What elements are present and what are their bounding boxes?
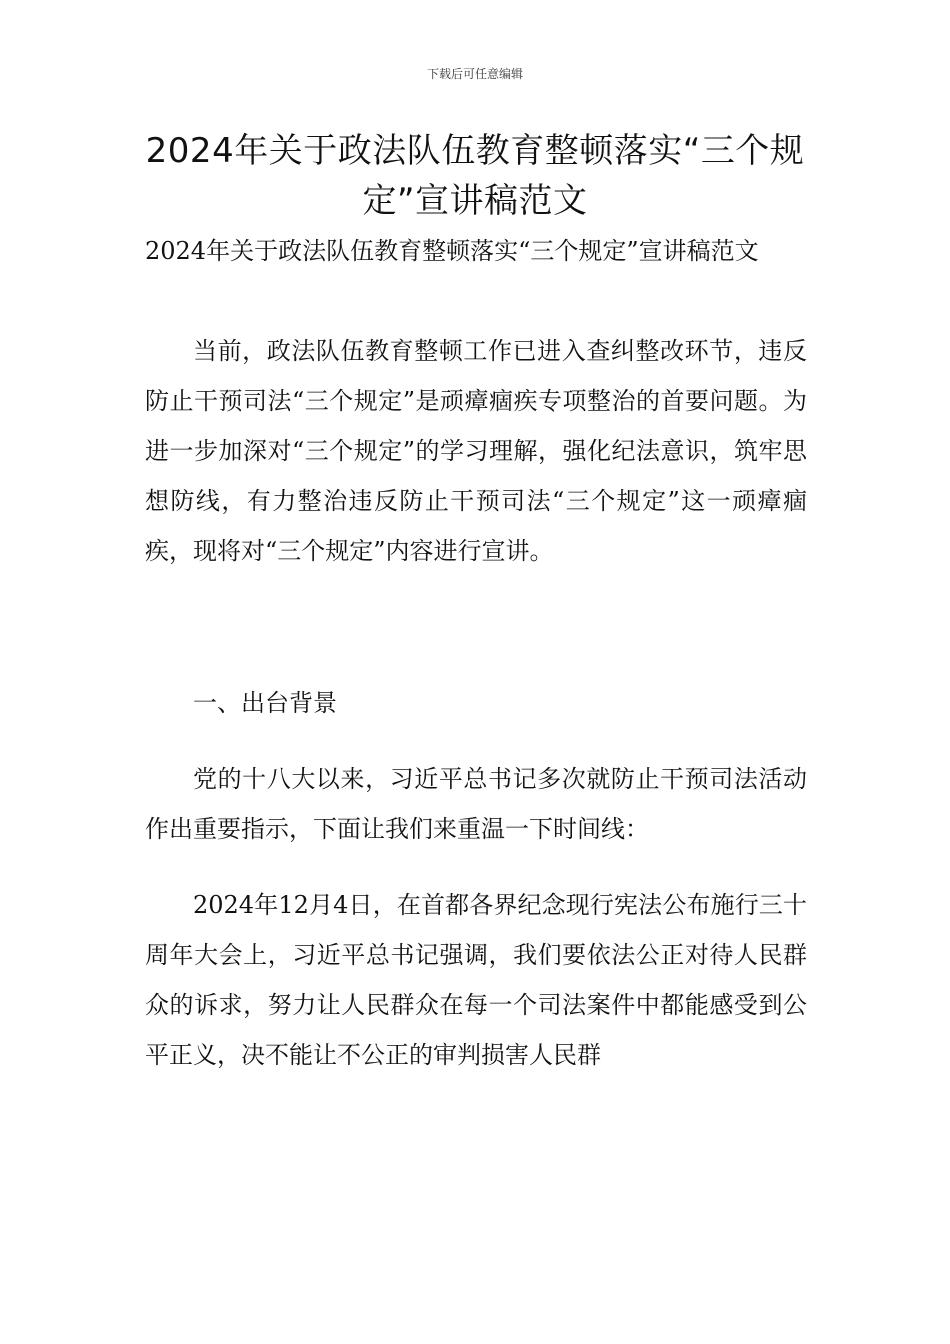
paragraph-intro: 当前，政法队伍教育整顿工作已进入查纠整改环节，违反防止干预司法“三个规定”是顽瘴痼疾专项整治的首要问题。为进一步加深对“三个规定”的学习理解，强化纪法意识，筑牢思想防线，有力整治违反防止干预司法“三个规定”这一顽瘴痼疾，现将对“三个规定”内容进行宣讲。 bbox=[145, 337, 807, 565]
section-heading-background: 一、出台背景 bbox=[193, 689, 337, 717]
paragraph-background: 党的十八大以来，习近平总书记多次就防止干预司法活动作出重要指示，下面让我们来重温一下时间线： bbox=[145, 765, 807, 843]
paragraph-timeline-2024: 2024年12月4日，在首都各界纪念现行宪法公布施行三十周年大会上，习近平总书记强调，我们要依法公正对待人民群众的诉求，努力让人民群众在每一个司法案件中都能感受到公平正义，决不能让不公正的审判损害人民群 bbox=[145, 891, 807, 1069]
document-body bbox=[145, 226, 807, 1080]
header-note: 下载后可任意编辑 bbox=[426, 67, 523, 81]
document-title: 2024年关于政法队伍教育整顿落实“三个规定”宣讲稿范文 bbox=[145, 131, 805, 221]
document-subtitle: 2024年关于政法队伍教育整顿落实“三个规定”宣讲稿范文 bbox=[145, 237, 759, 265]
